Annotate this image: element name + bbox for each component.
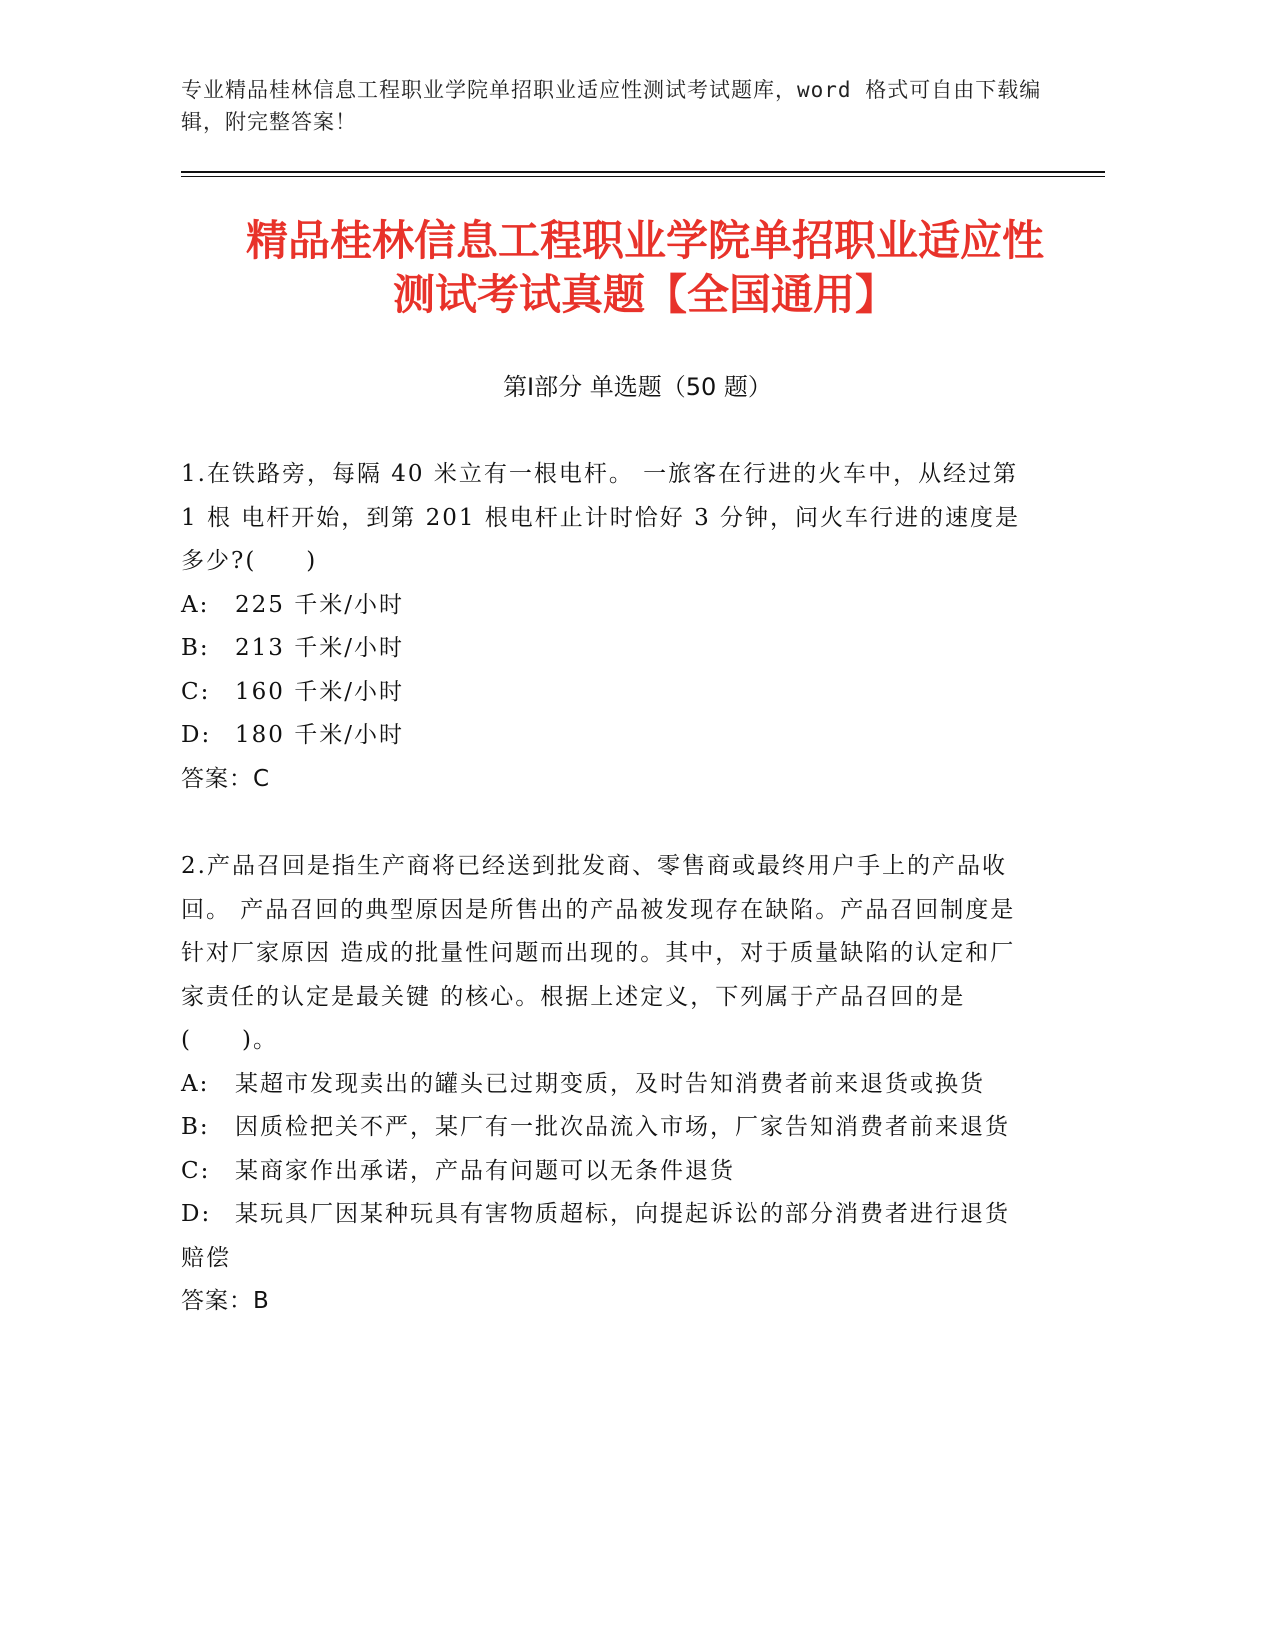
option-text: 160 千米/小时 bbox=[235, 678, 404, 705]
option-text: 某玩具厂因某种玩具有害物质超标，向提起诉讼的部分消费者进行退货赔偿 bbox=[181, 1201, 1010, 1271]
option-key: B: bbox=[181, 1114, 210, 1140]
page-header-text: 专业精品桂林信息工程职业学院单招职业适应性测试考试题库，word 格式可自由下载编辑，附完整答案！ bbox=[181, 78, 1042, 134]
option-key: A: bbox=[181, 1070, 210, 1097]
option-text: 225 千米/小时 bbox=[235, 591, 404, 618]
option-a bbox=[181, 1063, 1031, 1107]
document-title-line-2: 测试考试真题【全国通用】 bbox=[392, 270, 897, 319]
document-title bbox=[170, 214, 1120, 322]
option-d bbox=[181, 714, 1031, 758]
option-key: D: bbox=[181, 722, 212, 748]
option-a bbox=[181, 584, 1031, 628]
answer-line: 答案：C bbox=[181, 765, 271, 792]
option-text: 180 千米/小时 bbox=[235, 722, 404, 748]
option-key: D: bbox=[181, 1201, 212, 1227]
section-heading: 第Ⅰ部分 单选题（50 题） bbox=[503, 373, 772, 401]
option-text: 某商家作出承诺，产品有问题可以无条件退货 bbox=[235, 1157, 735, 1184]
option-key: C: bbox=[181, 678, 211, 705]
header-divider-thin bbox=[181, 176, 1105, 177]
option-c bbox=[181, 1150, 1031, 1194]
option-text: 213 千米/小时 bbox=[235, 635, 404, 661]
option-c bbox=[181, 671, 1031, 715]
option-text: 因质检把关不严，某厂有一批次品流入市场，厂家告知消费者前来退货 bbox=[235, 1114, 1010, 1140]
option-key: C: bbox=[181, 1157, 211, 1184]
answer-line: 答案：B bbox=[181, 1288, 270, 1314]
option-d bbox=[181, 1193, 1031, 1280]
option-b bbox=[181, 627, 1031, 671]
question-1 bbox=[181, 453, 1031, 801]
question-stem: 2.产品召回是指生产商将已经送到批发商、零售商或最终用户手上的产品收回。 产品召回的典型原因是所售出的产品被发现存在缺陷。产品召回制度是针对厂家原因 造成的批量性问题而出现的。其中，对于质量缺陷的认定和厂家责任的认定是最关键 的核心。根据上述定义，下列属于产品召回的是( )。 bbox=[181, 853, 1016, 1053]
option-key: B: bbox=[181, 635, 210, 661]
question-2 bbox=[181, 845, 1031, 1324]
document-title-line-1: 精品桂林信息工程职业学院单招职业适应性 bbox=[245, 216, 1044, 265]
option-text: 某超市发现卖出的罐头已过期变质，及时告知消费者前来退货或换货 bbox=[235, 1070, 985, 1097]
option-b bbox=[181, 1106, 1031, 1150]
option-key: A: bbox=[181, 591, 210, 618]
question-stem: 1.在铁路旁，每隔 40 米立有一根电杆。 一旅客在行进的火车中，从经过第 1 根 电杆开始，到第 201 根电杆止计时恰好 3 分钟，问火车行进的速度是多少?( ) bbox=[181, 461, 1021, 574]
header-divider-thick bbox=[181, 171, 1105, 173]
